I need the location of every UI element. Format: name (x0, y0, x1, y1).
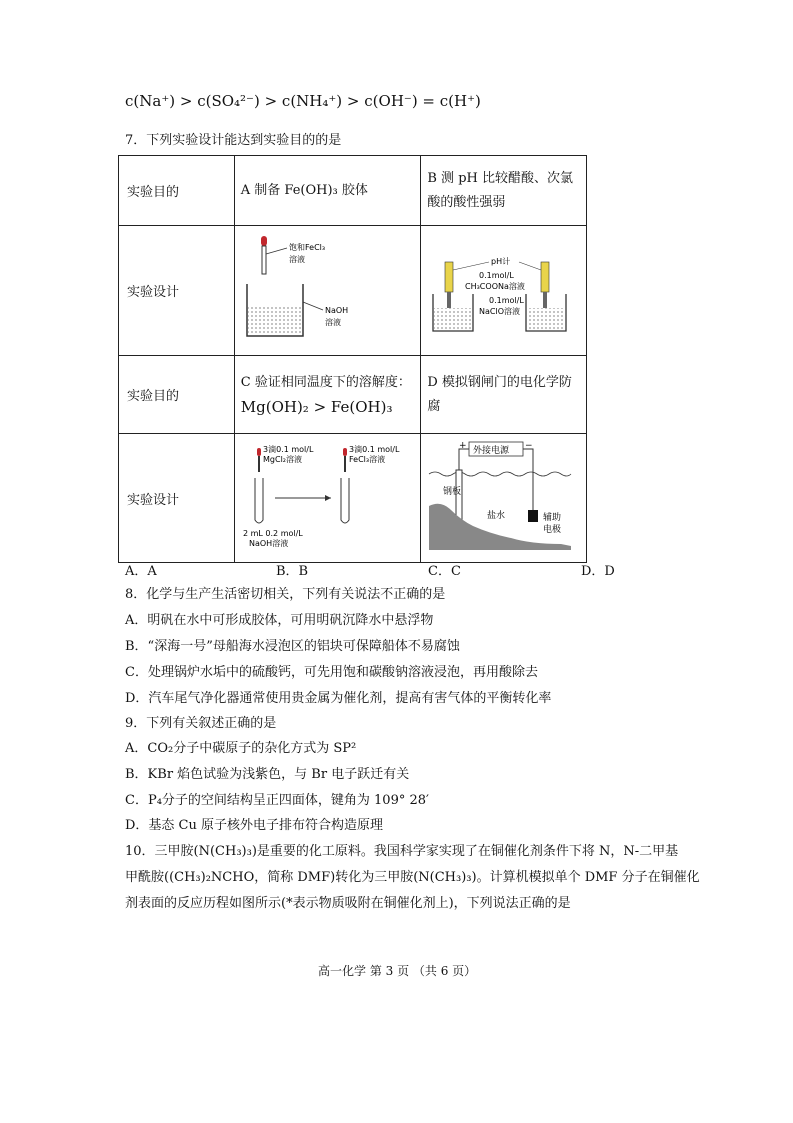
experiment-table (118, 155, 587, 563)
test-tube-left (255, 478, 263, 523)
question-9-stem: 9．下列有关叙述正确的是 (125, 716, 277, 731)
saltwater-label: 盐水 (487, 511, 506, 521)
label-fecl3: 饱和FeCl₃ (288, 243, 325, 252)
electrochemical-protection-diagram (421, 434, 576, 558)
option-a-figure (234, 226, 421, 356)
ph-meter-left (445, 262, 453, 292)
ion-concentration-formula: c(Na⁺) > c(SO₄²⁻) > c(NH₄⁺) > c(OH⁻) = c(H⁺) (125, 92, 481, 110)
power-source-label: 外接电源 (473, 446, 510, 456)
precipitation-diagram (235, 434, 411, 558)
label-fecl3-c: FeCl₃溶液 (348, 455, 385, 464)
water-surface (429, 472, 571, 476)
question-10-line1: 10．三甲胺(N(CH₃)₃)是重要的化工原料。我国科学家实现了在铜催化剂条件下将 N，N-二甲基 (125, 844, 679, 859)
label-naoh-volume: 2 mL 0.2 mol/L (242, 529, 303, 538)
option-b-purpose: B 测 pH 比较醋酸、次氯酸的酸性强弱 (421, 156, 587, 226)
naoh-liquid (248, 306, 302, 335)
option-b-figure (421, 226, 587, 356)
question-8-stem: 8．化学与生产生活密切相关，下列有关说法不正确的是 (125, 587, 446, 602)
question-7-stem: 7．下列实验设计能达到实验目的的是 (125, 133, 342, 148)
dropper-right (344, 456, 346, 472)
question-10-line2: 甲酰胺((CH₃)₂NCHO，简称 DMF)转化为三甲胺(N(CH₃)₃)。计算机模拟单个 DMF 分子在铜催化 (125, 870, 700, 885)
q8-option-c: C．处理锅炉水垢中的硫酸钙，可先用饱和碳酸钠溶液浸泡，再用酸除去 (125, 665, 538, 680)
option-d-figure (421, 434, 587, 563)
minus-sign: − (525, 441, 533, 451)
label-naclo: NaClO溶液 (479, 307, 521, 316)
row-label-purpose-1: 实验目的 (119, 156, 235, 226)
auxiliary-electrode (528, 510, 538, 522)
label-ph-meter: pH计 (491, 257, 511, 266)
option-a-purpose: A 制备 Fe(OH)₃ 胶体 (234, 156, 421, 226)
label-ch3coona: CH₃COONa溶液 (465, 282, 526, 291)
dropper-tube (262, 246, 266, 274)
dropper-bulb (261, 236, 267, 246)
row-label-purpose-2: 实验目的 (119, 356, 235, 434)
q7-option-d: D．D (581, 564, 615, 579)
row-label-design-1: 实验设计 (119, 226, 235, 356)
label-naoh: NaOH (324, 306, 348, 315)
q7-option-b: B．B (276, 564, 309, 579)
label-conc-1: 0.1mol/L (479, 271, 515, 280)
option-c-purpose-line2: Mg(OH)₂ > Fe(OH)₃ (240, 397, 393, 416)
test-tube-right (341, 478, 349, 523)
q8-option-a: A．明矾在水中可形成胶体，可用明矾沉降水中悬浮物 (125, 613, 434, 628)
q9-option-d: D．基态 Cu 原子核外电子排布符合构造原理 (125, 818, 384, 833)
q7-option-c: C．C (428, 564, 461, 579)
ph-meter-diagram (421, 226, 576, 351)
aux-label-2: 电极 (543, 525, 562, 535)
q7-option-a: A．A (125, 564, 157, 579)
q8-option-b: B．“深海一号”母船海水浸泡区的铝块可保障船体不易腐蚀 (125, 639, 460, 654)
page-footer: 高一化学 第 3 页 （共 6 页） (318, 964, 477, 978)
option-c-purpose (234, 356, 421, 434)
question-10-line3: 剂表面的反应历程如图所示(*表示物质吸附在铜催化剂上)，下列说法正确的是 (125, 896, 571, 911)
aux-label-1: 辅助 (543, 513, 562, 523)
option-d-purpose: D 模拟钢闸门的电化学防腐 (421, 356, 587, 434)
q9-option-a: A．CO₂分子中碳原子的杂化方式为 SP² (125, 741, 357, 756)
colloid-preparation-diagram (235, 226, 411, 351)
label-solution-2: 溶液 (324, 318, 341, 327)
label-3drops-2: 3滴0.1 mol/L (348, 445, 400, 454)
plus-sign: + (459, 441, 467, 451)
q9-option-c: C．P₄分子的空间结构呈正四面体，键角为 109° 28′ (125, 793, 429, 808)
row-label-design-2: 实验设计 (119, 434, 235, 563)
q9-option-b: B．KBr 焰色试验为浅紫色，与 Br 电子跃迁有关 (125, 767, 410, 782)
dropper-left (258, 456, 260, 472)
option-c-figure (234, 434, 421, 563)
label-mgcl2: MgCl₂溶液 (262, 455, 302, 464)
option-c-purpose-line1: C 验证相同温度下的溶解度： (240, 374, 411, 390)
label-3drops-1: 3滴0.1 mol/L (262, 445, 314, 454)
label-solution-1: 溶液 (288, 255, 305, 264)
ph-meter-right (541, 262, 549, 292)
steel-plate-label: 钢板 (443, 487, 462, 497)
label-conc-2: 0.1mol/L (489, 296, 525, 305)
q8-option-d: D．汽车尾气净化器通常使用贵金属为催化剂，提高有害气体的平衡转化率 (125, 691, 552, 706)
label-naoh-c: NaOH溶液 (248, 539, 288, 548)
